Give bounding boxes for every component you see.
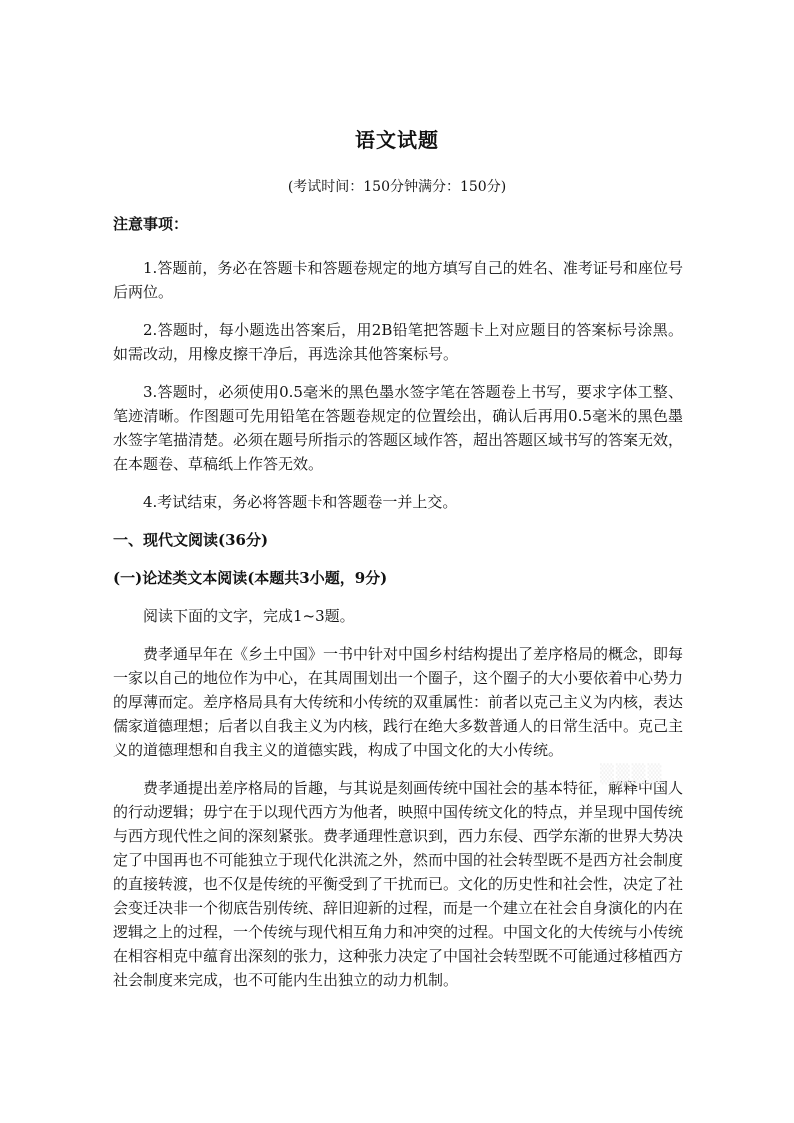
section-heading: 一、现代文阅读(36分) [113,531,269,549]
page-title: 语文试题 [355,128,439,152]
article-paragraph: 费孝通提出差序格局的旨趣，与其说是刻画传统中国社会的基本特征，解释中国人的行动逻辑；毋宁在于以现代西方为他者，映照中国传统文化的特点，并呈现中国传统与西方现代性之间的深刻紧张。费孝通理性意识到，西力东侵、西学东渐的世界大势决定了中国再也不可能独立于现代化洪流之外，然而中国的社会转型既不是西方社会制度的直接转渡，也不仅是传统的平衡受到了干扰而已。文化的历史性和社会性，决定了社会变迁决非一个彻底告别传统、辞旧迎新的过程，而是一个建立在社会自身演化的内在逻辑之上的过程，一个传统与现代相互角力和冲突的过程。中国文化的大传统与小传统在相容相克中蕴育出深刻的张力，这种张力决定了中国社会转型既不可能通过移植西方社会制度来完成，也不可能内生出独立的动力机制。 [113,779,684,989]
subsection-heading: (一)论述类文本阅读(本题共3小题，9分) [113,569,388,587]
exam-time-note: (考试时间：150分钟满分：150分) [287,179,507,195]
document-body [113,212,683,992]
article-paragraph: 费孝通早年在《乡土中国》一书中针对中国乡村结构提出了差序格局的概念，即每一家以自己的地位作为中心，在其周围划出一个圈子，这个圈子的大小要依着中心势力的厚薄而定。差序格局具有大传统和小传统的双重属性：前者以克己主义为内核，表达儒家道德理想；后者以自我主义为内核，践行在绝大多数普通人的日常生活中。克己主义的道德理想和自我主义的道德实践，构成了中国文化的大小传统。 [113,645,684,759]
notice-item: 1.答题前，务必在答题卡和答题卷规定的地方填写自己的姓名、准考证号和座位号后两位。 [113,259,683,301]
faint-watermark: ▒▒▒▒ [600,764,664,785]
notice-item: 4.考试结束，务必将答题卡和答题卷一并上交。 [143,493,458,511]
notice-item: 3.答题时，必须使用0.5毫米的黑色墨水签字笔在答题卷上书写，要求字体工整、笔迹清晰。作图题可先用铅笔在答题卷规定的位置绘出，确认后再用0.5毫米的黑色墨水签字笔描清楚。必须在题号所指示的答题区域作答，超出答题区域书写的答案无效，在本题卷、草稿纸上作答无效。 [113,383,684,473]
notice-item: 2.答题时，每小题选出答案后，用2B铅笔把答题卡上对应题目的答案标号涂黑。如需改动，用橡皮擦干净后，再选涂其他答案标号。 [113,321,683,363]
reading-instruction: 阅读下面的文字，完成1~3题。 [143,607,355,625]
notice-heading: 注意事项： [113,215,189,233]
